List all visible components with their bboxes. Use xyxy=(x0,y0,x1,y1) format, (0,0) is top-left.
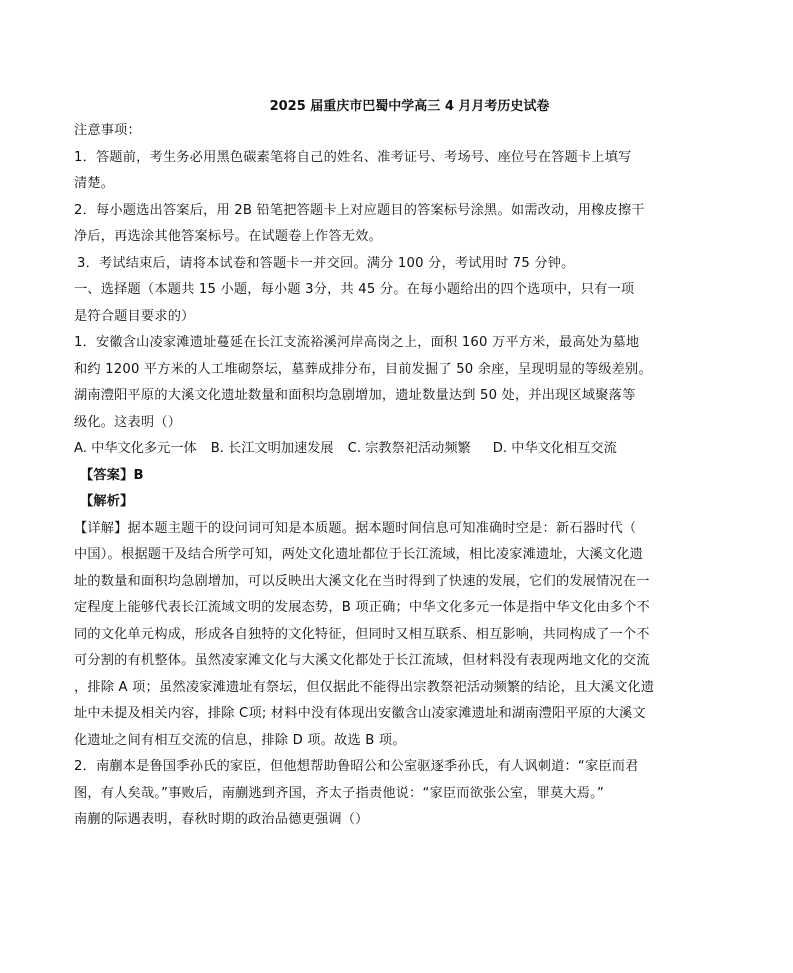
section-heading: 是符合题目要求的） xyxy=(74,308,195,324)
detail-line: ，排除 A 项；虽然凌家滩遗址有祭坛，但仅据此不能得出宗教祭祀活动频繁的结论，且大溪文化遗 xyxy=(74,679,655,695)
analysis-label: 【解析】 xyxy=(80,494,134,509)
detail-line: 【详解】据本题主题干的设问词可知是本质题。据本题时间信息可知准确时空是：新石器时代（ xyxy=(74,520,637,536)
question-2-stem: 图，有人矣哉。”事败后，南蒯逃到齐国，齐太子指责他说：“家臣而欲张公室，罪莫大焉。” xyxy=(74,785,605,801)
detail-line: 中国）。根据题干及结合所学可知，两处文化遗址都位于长江流域，相比凌家滩遗址，大溪文化遗 xyxy=(74,547,644,562)
detail-line: 定程度上能够代表长江流域文明的发展态势，B 项正确；中华文化多元一体是指中华文化由多个不 xyxy=(74,600,650,615)
option-b: B. 长江文明加速发展 xyxy=(210,441,334,456)
section-heading: 一、选择题（本题共 15 小题，每小题 3分，共 45 分。在每小题给出的四个选项中，只有一项 xyxy=(74,282,635,297)
notice-heading: 注意事项： xyxy=(74,123,141,138)
notice-item: 3．考试结束后，请将本试卷和答题卡一并交回。满分 100 分，考试用时 75 分钟。 xyxy=(77,255,575,271)
question-2-stem: 2．南蒯本是鲁国季孙氏的家臣，但他想帮助鲁昭公和公室驱逐季孙氏，有人讽刺道：“家臣而君 xyxy=(74,759,639,774)
notice-item: 清楚。 xyxy=(74,176,115,191)
question-1-stem: 级化。这表明（） xyxy=(74,414,182,430)
option-d: D. 中华文化相互交流 xyxy=(492,441,617,456)
option-c: C. 宗教祭祀活动频繁 xyxy=(347,441,471,456)
detail-line: 化遗址之间有相互交流的信息，排除 D 项。故选 B 项。 xyxy=(74,732,406,748)
detail-line: 同的文化单元构成，形成各自独特的文化特征，但同时又相互联系、相互影响，共同构成了一个不 xyxy=(74,626,650,642)
question-1-stem: 湖南澧阳平原的大溪文化遗址数量和面积均急剧增加，遗址数量达到 50 处，并出现区域聚落等 xyxy=(74,388,636,403)
detail-line: 址的数量和面积均急剧增加，可以反映出大溪文化在当时得到了快速的发展，它们的发展情况在一 xyxy=(74,573,650,589)
notice-item: 2．每小题选出答案后，用 2B 铅笔把答题卡上对应题目的答案标号涂黑。如需改动，用橡皮擦干 xyxy=(74,202,645,218)
question-1-options xyxy=(74,436,721,463)
document-title: 2025 届重庆市巴蜀中学高三 4 月月考历史试卷 xyxy=(269,99,550,114)
notice-item: 净后，再选涂其他答案标号。在试题卷上作答无效。 xyxy=(74,229,382,244)
question-1-stem: 和约 1200 平方米的人工堆砌祭坛，墓葬成排分布，目前发掘了 50 余座，呈现明显的等级差别。 xyxy=(74,361,652,377)
answer-label: 【答案】B xyxy=(80,467,144,483)
notice-item: 1．答题前，考生务必用黑色碳素笔将自己的姓名、准考证号、考场号、座位号在答题卡上填写 xyxy=(74,149,632,165)
question-2-stem: 南蒯的际遇表明，春秋时期的政治品德更强调（） xyxy=(74,812,369,827)
question-1-stem: 1．安徽含山凌家滩遗址蔓延在长江支流裕溪河岸高岗之上，面积 160 万平方米，最高处为墓地 xyxy=(74,335,640,350)
option-a: A. 中华文化多元一体 xyxy=(74,441,197,456)
detail-line: 可分割的有机整体。虽然凌家滩文化与大溪文化都处于长江流域，但材料没有表现两地文化的交流 xyxy=(74,653,650,668)
detail-line: 址中未提及相关内容，排除 C项; 材料中没有体现出安徽含山凌家滩遗址和湖南澧阳平原的大溪文 xyxy=(74,706,646,721)
